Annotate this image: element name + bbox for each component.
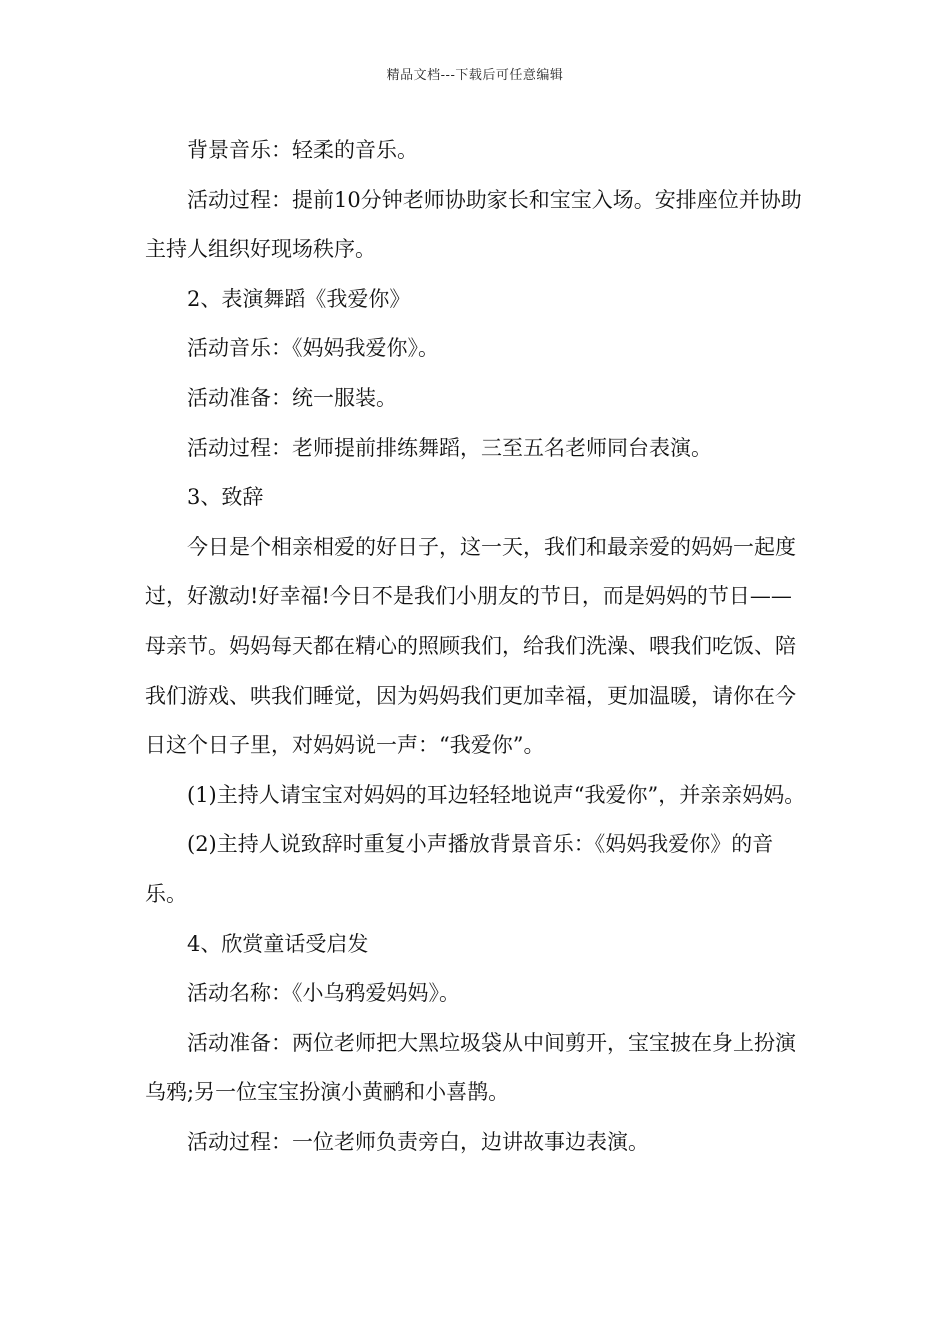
paragraph: (1)主持人请宝宝对妈妈的耳边轻轻地说声“我爱你”，并亲亲妈妈。 bbox=[187, 782, 806, 807]
document-body bbox=[145, 126, 810, 1167]
paragraph: 背景音乐：轻柔的音乐。 bbox=[187, 138, 418, 162]
paragraph: 今日是个相亲相爱的好日子，这一天，我们和最亲爱的妈妈一起度过，好激动!好幸福!今日不是我们小朋友的节日，而是妈妈的节日——母亲节。妈妈每天都在精心的照顾我们，给我们洗澡、喂我们吃饭、陪我们游戏、哄我们睡觉，因为妈妈我们更加幸福，更加温暖，请你在今日这个日子里，对妈妈说一声：“我爱你”。 bbox=[145, 534, 796, 758]
paragraph: 活动过程：老师提前排练舞蹈，三至五名老师同台表演。 bbox=[187, 435, 712, 460]
paragraph: 活动音乐：《妈妈我爱你》。 bbox=[187, 336, 439, 361]
paragraph: 活动准备：统一服装。 bbox=[187, 385, 397, 410]
paragraph: 活动过程：提前10分钟老师协助家长和宝宝入场。安排座位并协助主持人组织好现场秩序。 bbox=[145, 187, 802, 262]
paragraph: 活动准备：两位老师把大黑垃圾袋从中间剪开，宝宝披在身上扮演乌鸦;另一位宝宝扮演小黄鹂和小喜鹊。 bbox=[145, 1030, 796, 1105]
section-heading: 2、表演舞蹈《我爱你》 bbox=[187, 286, 411, 311]
section-heading: 4、欣赏童话受启发 bbox=[187, 931, 369, 956]
paragraph: (2)主持人说致辞时重复小声播放背景音乐：《妈妈我爱你》的音乐。 bbox=[145, 832, 774, 906]
page-header: 精品文档---下载后可任意编辑 bbox=[386, 68, 564, 83]
section-heading: 3、致辞 bbox=[187, 485, 264, 510]
paragraph: 活动过程：一位老师负责旁白，边讲故事边表演。 bbox=[187, 1129, 649, 1154]
paragraph: 活动名称：《小乌鸦爱妈妈》。 bbox=[187, 981, 460, 1006]
